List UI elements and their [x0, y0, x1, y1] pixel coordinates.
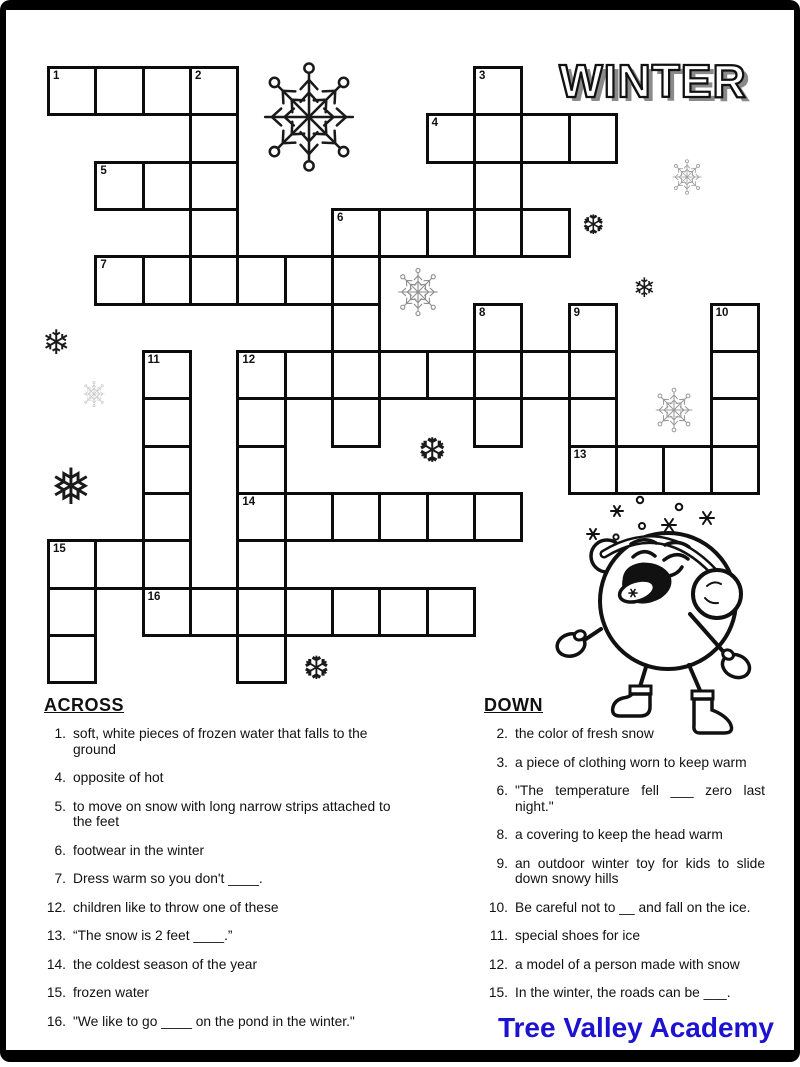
- down-clue-item: [484, 726, 774, 742]
- grid-cell[interactable]: [47, 66, 97, 116]
- grid-cell[interactable]: [236, 634, 286, 684]
- clue-number: 1.: [54, 726, 66, 741]
- clue-text: a model of a person made with snow: [515, 956, 740, 972]
- across-clue-item: [44, 900, 409, 916]
- clue-number: 14.: [46, 956, 66, 972]
- grid-cell[interactable]: [284, 587, 334, 637]
- across-clue-item: [44, 871, 409, 887]
- clue-number: 15.: [46, 985, 66, 1000]
- clue-number: 4.: [54, 770, 66, 785]
- across-clue-item: [44, 957, 409, 973]
- grid-cell[interactable]: [94, 161, 144, 211]
- grid-cell[interactable]: [615, 445, 665, 495]
- grid-cell[interactable]: [94, 255, 144, 305]
- down-heading: DOWN: [484, 695, 543, 715]
- clue-text: children like to throw one of these: [73, 899, 279, 915]
- grid-cell[interactable]: [426, 492, 476, 542]
- grid-cell[interactable]: [142, 255, 192, 305]
- grid-cell[interactable]: [520, 350, 570, 400]
- grid-cell[interactable]: [568, 397, 618, 447]
- clue-text: footwear in the winter: [73, 842, 205, 858]
- grid-cell[interactable]: [520, 208, 570, 258]
- clue-text: the color of fresh snow: [515, 726, 654, 741]
- clue-number-label: 12: [242, 353, 256, 366]
- grid-cell[interactable]: [284, 492, 334, 542]
- grid-cell[interactable]: [662, 445, 712, 495]
- grid-cell[interactable]: [284, 350, 334, 400]
- snowflake-icon: ❆: [418, 432, 447, 470]
- snowflake-icon: [392, 266, 444, 318]
- clue-text: “The snow is 2 feet ____.”: [73, 928, 233, 943]
- clue-number-label: 14: [242, 495, 256, 508]
- clue-text: Be careful not to __ and fall on the ice.: [515, 899, 751, 915]
- grid-cell[interactable]: [331, 587, 381, 637]
- grid-cell[interactable]: [47, 539, 97, 589]
- grid-cell[interactable]: [520, 113, 570, 163]
- grid-cell[interactable]: [378, 492, 428, 542]
- grid-cell[interactable]: [331, 397, 381, 447]
- clue-text: a covering to keep the head warm: [515, 827, 723, 842]
- clue-text: opposite of hot: [73, 770, 164, 785]
- grid-cell[interactable]: [142, 397, 192, 447]
- clue-number: 2.: [496, 726, 508, 741]
- grid-cell[interactable]: [710, 445, 760, 495]
- clue-text: to move on snow with long narrow strips attached to the feet: [73, 798, 391, 829]
- down-clue-item: [484, 985, 774, 1001]
- clue-text: a piece of clothing worn to keep warm: [515, 754, 747, 770]
- grid-cell[interactable]: [473, 208, 523, 258]
- grid-cell[interactable]: [568, 445, 618, 495]
- across-clue-item: [44, 799, 409, 830]
- down-clues-section: [484, 695, 774, 1014]
- snowflake-icon: [250, 58, 368, 176]
- grid-cell[interactable]: [710, 350, 760, 400]
- grid-cell[interactable]: [331, 208, 381, 258]
- grid-cell[interactable]: [142, 161, 192, 211]
- snowflake-icon: ❄: [633, 273, 656, 303]
- snowflake-icon: ❆: [582, 210, 605, 240]
- grid-cell[interactable]: [142, 66, 192, 116]
- right-earmuff: [693, 570, 741, 618]
- grid-cell[interactable]: [236, 255, 286, 305]
- clue-number-label: 10: [715, 306, 729, 319]
- down-clue-item: [484, 957, 774, 973]
- clue-number: 6.: [496, 783, 508, 798]
- clue-text: the coldest season of the year: [73, 956, 258, 972]
- grid-cell[interactable]: [378, 587, 428, 637]
- grid-cell[interactable]: [47, 634, 97, 684]
- clue-number-label: 5: [100, 164, 107, 177]
- clue-number: 7.: [54, 871, 66, 886]
- grid-cell[interactable]: [710, 303, 760, 353]
- clue-text: an outdoor winter toy for kids to slide down snowy hills: [515, 855, 765, 886]
- across-clue-item: [44, 770, 409, 786]
- grid-cell[interactable]: [568, 113, 618, 163]
- down-clue-item: [484, 783, 774, 814]
- across-clues-section: [44, 695, 409, 1042]
- clue-number-label: 2: [194, 70, 202, 82]
- grid-cell[interactable]: [142, 350, 192, 400]
- snowflake-icon: ❅: [50, 459, 92, 515]
- clue-number: 12.: [46, 899, 66, 915]
- clue-number: 3.: [496, 754, 508, 770]
- across-clue-item: [44, 726, 409, 757]
- clue-text: Dress warm so you don't ____.: [73, 871, 263, 886]
- grid-cell[interactable]: [142, 587, 192, 637]
- grid-cell[interactable]: [426, 208, 476, 258]
- down-clue-item: [484, 755, 774, 771]
- grid-cell[interactable]: [378, 208, 428, 258]
- across-clue-item: [44, 985, 409, 1001]
- snow-specks: [587, 497, 714, 540]
- grid-cell[interactable]: [473, 303, 523, 353]
- clue-number: 9.: [496, 855, 508, 871]
- grid-cell[interactable]: [331, 255, 381, 305]
- clue-number-label: 16: [147, 590, 161, 603]
- clue-text: "We like to go ____ on the pond in the winter.": [73, 1013, 355, 1029]
- clue-number: 15.: [488, 985, 508, 1000]
- clue-text: frozen water: [73, 985, 149, 1000]
- clue-number-label: 15: [53, 543, 66, 556]
- grid-cell[interactable]: [142, 492, 192, 542]
- grid-cell[interactable]: [378, 350, 428, 400]
- grid-cell[interactable]: [568, 303, 618, 353]
- grid-cell[interactable]: [236, 445, 286, 495]
- snowflake-icon: [80, 380, 108, 408]
- clue-text: "The temperature fell ___ zero last night.": [515, 783, 765, 814]
- across-clue-item: [44, 928, 409, 944]
- grid-cell[interactable]: [331, 303, 381, 353]
- clue-text: special shoes for ice: [515, 928, 641, 943]
- clue-number: 11.: [489, 928, 508, 943]
- grid-cell[interactable]: [142, 539, 192, 589]
- grid-cell[interactable]: [473, 492, 523, 542]
- grid-cell[interactable]: [473, 113, 523, 163]
- page-title: WINTER: [559, 55, 747, 107]
- clue-number: 12.: [488, 956, 508, 972]
- across-heading: ACROSS: [44, 695, 125, 715]
- grid-cell[interactable]: [426, 113, 476, 163]
- grid-cell[interactable]: [189, 66, 239, 116]
- down-clue-item: [484, 856, 774, 887]
- grid-cell[interactable]: [236, 539, 286, 589]
- clue-number-label: 7: [100, 259, 107, 272]
- grid-cell[interactable]: [473, 397, 523, 447]
- grid-cell[interactable]: [189, 255, 239, 305]
- grid-cell[interactable]: [236, 397, 286, 447]
- grid-cell[interactable]: [94, 539, 144, 589]
- grid-cell[interactable]: [142, 445, 192, 495]
- brand-footer: Tree Valley Academy: [497, 1012, 774, 1043]
- grid-cell[interactable]: [236, 492, 286, 542]
- down-clue-item: [484, 900, 774, 916]
- clue-number-label: 6: [336, 211, 344, 224]
- grid-cell[interactable]: [331, 492, 381, 542]
- grid-cell[interactable]: [94, 66, 144, 116]
- clue-text: soft, white pieces of frozen water that falls to the ground: [73, 726, 368, 757]
- grid-cell[interactable]: [568, 350, 618, 400]
- grid-cell[interactable]: [473, 350, 523, 400]
- clue-number: 13.: [46, 928, 66, 943]
- grid-cell[interactable]: [710, 397, 760, 447]
- clue-number: 8.: [496, 827, 508, 842]
- snowflake-icon: [668, 158, 706, 196]
- clue-number: 16.: [46, 1013, 66, 1029]
- grid-cell[interactable]: [284, 255, 334, 305]
- across-clue-item: [44, 843, 409, 859]
- grid-cell[interactable]: [426, 587, 476, 637]
- down-clue-item: [484, 827, 774, 843]
- clue-number-label: 4: [431, 117, 439, 130]
- clue-number-label: 8: [478, 306, 486, 319]
- grid-cell[interactable]: [189, 113, 239, 163]
- clue-number-label: 13: [573, 448, 587, 461]
- snowflake-icon: ❆: [303, 650, 330, 686]
- grid-cell[interactable]: [47, 587, 97, 637]
- grid-cell[interactable]: [473, 161, 523, 211]
- grid-cell[interactable]: [473, 66, 523, 116]
- clue-number-label: 3: [478, 70, 486, 82]
- clue-number-label: 11: [147, 353, 160, 366]
- snowflake-icon: [650, 386, 698, 434]
- grid-cell[interactable]: [236, 587, 286, 637]
- grid-cell[interactable]: [426, 350, 476, 400]
- grid-cell[interactable]: [189, 208, 239, 258]
- across-clue-item: [44, 1014, 409, 1030]
- clue-text: In the winter, the roads can be ___.: [515, 985, 731, 1000]
- clue-number: 5.: [54, 798, 66, 814]
- grid-cell[interactable]: [236, 350, 286, 400]
- grid-cell[interactable]: [189, 161, 239, 211]
- snowflake-icon: ❄: [42, 324, 71, 362]
- clue-number: 10.: [488, 899, 508, 915]
- clue-number-label: 1: [53, 70, 60, 82]
- clue-number-label: 9: [573, 306, 581, 319]
- down-clue-item: [484, 928, 774, 944]
- grid-cell[interactable]: [331, 350, 381, 400]
- clue-number: 6.: [54, 842, 66, 858]
- grid-cell[interactable]: [189, 587, 239, 637]
